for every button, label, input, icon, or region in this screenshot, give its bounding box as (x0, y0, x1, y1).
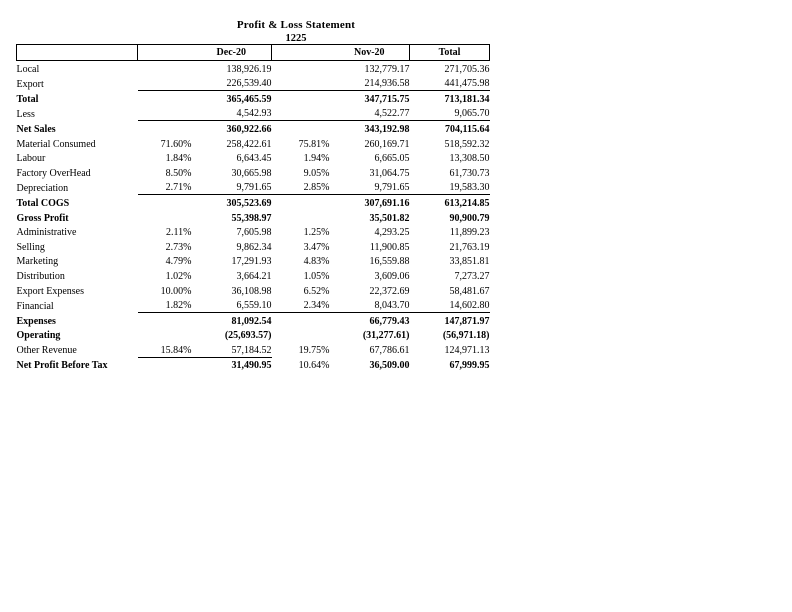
page-subtitle: 1225 (285, 33, 307, 44)
cell-value-total: 61,730.73 (449, 167, 490, 179)
table-body (17, 45, 490, 373)
row-label: Export Expenses (16, 285, 84, 297)
cell-value-total: 19,583.30 (449, 182, 490, 194)
column-header-pct-nov (272, 45, 330, 61)
cell-value-total: 33,851.81 (449, 256, 490, 268)
row-label: Labour (16, 153, 46, 165)
cell-pct-nov: 1.05% (303, 270, 330, 282)
cell-value-total: 271,705.36 (444, 63, 490, 75)
cell-pct-nov: 6.52% (303, 285, 330, 297)
cell-value-total: 147,871.97 (410, 313, 490, 328)
cell-value-dec: (25,693.57) (224, 330, 272, 342)
cell-pct-nov (272, 313, 330, 328)
cell-pct-dec: 2.11% (166, 227, 192, 239)
cell-pct-nov (272, 195, 330, 210)
table-row (17, 342, 490, 357)
cell-value-total: 7,273.27 (454, 270, 490, 282)
row-label: Depreciation (16, 182, 69, 194)
cell-value-dec: 305,523.69 (192, 195, 272, 210)
table-row (17, 357, 490, 372)
row-label: Expenses (16, 315, 56, 327)
table-row (17, 239, 490, 254)
row-label: Total COGS (16, 197, 70, 209)
cell-pct-dec: 71.60% (160, 138, 192, 150)
cell-value-nov: 132,779.17 (364, 63, 410, 75)
table-row (17, 165, 490, 180)
table-row (17, 254, 490, 269)
cell-pct-nov: 75.81% (298, 138, 330, 150)
cell-value-dec: 6,643.45 (236, 153, 272, 165)
cell-value-nov: (31,277.61) (362, 330, 410, 342)
cell-value-total: 14,602.80 (449, 300, 490, 312)
cell-value-total: 67,999.95 (449, 360, 490, 372)
cell-value-nov: 343,192.98 (330, 121, 410, 136)
row-label: Operating (16, 330, 61, 342)
cell-pct-nov: 1.94% (303, 153, 330, 165)
table-row (17, 313, 490, 328)
cell-pct-nov (272, 106, 330, 121)
cell-value-dec: 7,605.98 (236, 227, 272, 239)
cell-pct-dec: 1.82% (165, 300, 192, 312)
table-row (17, 283, 490, 298)
cell-value-nov: 11,900.85 (369, 241, 410, 253)
cell-pct-nov: 3.47% (303, 241, 330, 253)
cell-pct-dec (138, 106, 192, 121)
table-row (17, 195, 490, 210)
table-row (17, 121, 490, 136)
column-header-label (17, 45, 138, 61)
cell-value-dec: 360,922.66 (192, 121, 272, 136)
cell-value-total: (56,971.18) (442, 330, 490, 342)
cell-value-total: 613,214.85 (410, 195, 490, 210)
table-row (17, 151, 490, 166)
row-label: Administrative (16, 227, 77, 239)
row-label: Gross Profit (16, 212, 69, 224)
row-label: Export (16, 78, 44, 90)
cell-pct-nov: 10.64% (298, 360, 330, 372)
column-header-dec20: Dec-20 (192, 45, 272, 61)
cell-value-dec: 226,539.40 (226, 78, 272, 90)
cell-value-nov: 214,936.58 (364, 78, 410, 90)
cell-value-nov: 16,559.88 (369, 256, 410, 268)
cell-pct-dec (138, 328, 192, 343)
cell-value-dec: 36,108.98 (231, 285, 272, 297)
cell-pct-dec: 15.84% (160, 344, 192, 356)
cell-value-dec: 55,398.97 (231, 212, 272, 224)
table-row (17, 225, 490, 240)
row-label: Local (16, 63, 40, 75)
cell-value-nov: 260,169.71 (364, 138, 410, 150)
row-label: Factory OverHead (16, 167, 91, 179)
cell-value-nov: 347,715.75 (330, 91, 410, 106)
cell-value-dec: 365,465.59 (192, 91, 272, 106)
table-row (17, 180, 490, 195)
table-row (17, 298, 490, 313)
row-label: Net Profit Before Tax (16, 360, 108, 372)
cell-value-nov: 35,501.82 (369, 212, 410, 224)
table-row (17, 61, 490, 76)
cell-value-total: 124,971.13 (444, 345, 490, 357)
table-row (17, 328, 490, 343)
cell-value-nov: 4,522.77 (374, 108, 410, 120)
cell-pct-dec: 2.71% (165, 182, 192, 194)
cell-value-nov: 3,609.06 (374, 270, 410, 282)
cell-value-total: 441,475.98 (444, 78, 490, 90)
cell-pct-nov: 4.83% (303, 256, 330, 268)
cell-pct-dec (138, 357, 192, 372)
cell-pct-nov: 2.34% (303, 300, 330, 312)
report-title-block (137, 19, 455, 45)
row-label: Material Consumed (16, 138, 96, 150)
cell-pct-dec (138, 91, 192, 106)
cell-value-nov: 307,691.16 (330, 195, 410, 210)
cell-value-total: 58,481.67 (449, 285, 490, 297)
cell-pct-nov (272, 76, 330, 91)
cell-value-total: 713,181.34 (410, 91, 490, 106)
cell-pct-dec (138, 313, 192, 328)
cell-value-nov: 31,064.75 (369, 167, 410, 179)
cell-value-nov: 8,043.70 (374, 300, 410, 312)
table-row (17, 268, 490, 283)
cell-value-total: 518,592.32 (444, 138, 490, 150)
row-label: Marketing (16, 256, 59, 268)
cell-value-dec: 6,559.10 (236, 300, 272, 312)
cell-pct-nov: 9.05% (303, 167, 330, 179)
cell-pct-dec: 1.02% (165, 270, 192, 282)
cell-pct-nov (272, 328, 330, 343)
cell-pct-dec: 10.00% (160, 285, 192, 297)
row-label: Other Revenue (16, 345, 77, 357)
page-title: Profit & Loss Statement (236, 19, 356, 31)
column-header-nov20: Nov-20 (330, 45, 410, 61)
cell-value-dec: 258,422.61 (226, 138, 272, 150)
cell-value-dec: 30,665.98 (231, 167, 272, 179)
cell-value-dec: 17,291.93 (231, 256, 272, 268)
cell-value-nov: 66,779.43 (330, 313, 410, 328)
cell-value-nov: 4,293.25 (374, 227, 410, 239)
cell-pct-nov (272, 61, 330, 76)
cell-value-nov: 6,665.05 (374, 153, 410, 165)
cell-pct-nov (272, 91, 330, 106)
cell-value-nov: 9,791.65 (374, 182, 410, 194)
cell-pct-nov: 19.75% (298, 345, 330, 357)
cell-value-nov: 36,509.00 (369, 360, 410, 372)
cell-pct-nov (272, 210, 330, 225)
cell-pct-nov: 1.25% (303, 227, 330, 239)
table-row (17, 210, 490, 225)
cell-pct-dec (138, 121, 192, 136)
cell-pct-dec (138, 76, 192, 91)
table-row (17, 106, 490, 121)
row-label: Distribution (16, 270, 65, 282)
cell-pct-dec: 1.84% (165, 153, 192, 165)
cell-value-total: 13,308.50 (449, 153, 490, 165)
cell-value-nov: 67,786.61 (369, 345, 410, 357)
cell-value-total: 11,899.23 (449, 227, 490, 239)
cell-value-dec: 9,862.34 (236, 241, 272, 253)
cell-value-total: 90,900.79 (449, 212, 490, 224)
column-header-pct-dec (138, 45, 192, 61)
cell-value-dec: 57,184.52 (231, 344, 272, 356)
row-label: Net Sales (16, 123, 56, 135)
row-label: Less (16, 108, 35, 120)
cell-pct-dec (138, 210, 192, 225)
cell-value-dec: 3,664.21 (236, 270, 272, 282)
profit-loss-table (16, 44, 490, 372)
cell-value-dec: 138,926.19 (226, 63, 272, 75)
cell-pct-nov: 2.85% (303, 182, 330, 194)
cell-pct-dec: 4.79% (165, 256, 192, 268)
cell-value-dec: 9,791.65 (236, 182, 272, 194)
row-label: Selling (16, 241, 45, 253)
cell-pct-dec (138, 195, 192, 210)
column-header-total: Total (410, 45, 490, 61)
row-label: Total (16, 93, 39, 105)
cell-value-nov: 22,372.69 (369, 285, 410, 297)
cell-pct-dec: 2.73% (165, 241, 192, 253)
cell-value-total: 21,763.19 (449, 241, 490, 253)
table-row (17, 136, 490, 151)
cell-value-total: 9,065.70 (454, 108, 490, 120)
table-row (17, 91, 490, 106)
cell-value-dec: 31,490.95 (192, 357, 272, 372)
cell-pct-dec: 8.50% (165, 167, 192, 179)
cell-value-dec: 4,542.93 (236, 108, 272, 120)
table-row (17, 76, 490, 91)
cell-pct-dec (138, 61, 192, 76)
cell-value-dec: 81,092.54 (192, 313, 272, 328)
cell-pct-nov (272, 121, 330, 136)
cell-value-total: 704,115.64 (410, 121, 490, 136)
table-header-row (17, 45, 490, 61)
row-label: Financial (16, 300, 54, 312)
